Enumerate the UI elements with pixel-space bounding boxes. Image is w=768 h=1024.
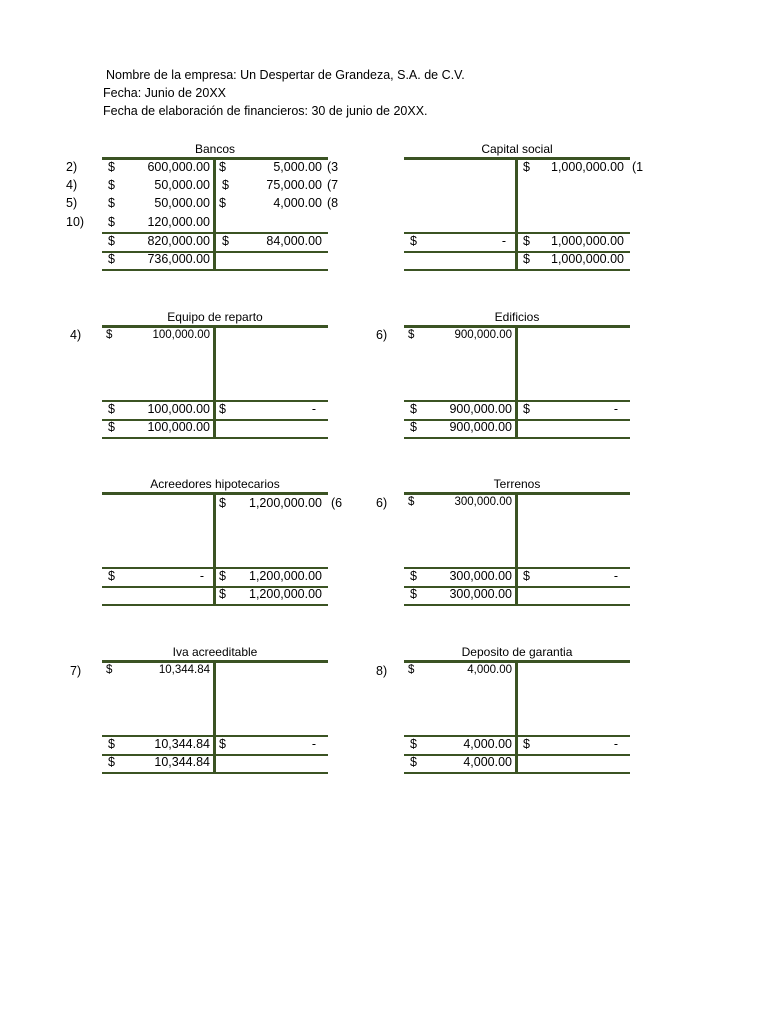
entry-ref: 6) (376, 328, 388, 342)
currency-sign: $ (410, 569, 417, 583)
entry-ref: (6 (331, 496, 343, 510)
entry-ref: 7) (70, 664, 82, 678)
currency-sign: $ (219, 160, 226, 174)
credit-amount: 75,000.00 (266, 178, 322, 192)
t-account-title: Iva acreeditable (172, 645, 258, 659)
currency-sign: $ (410, 420, 417, 434)
total-rule (102, 400, 328, 402)
currency-sign: $ (106, 664, 113, 676)
credit-amount: 4,000.00 (273, 196, 322, 210)
total-credit: - (613, 737, 618, 751)
currency-sign: $ (408, 329, 415, 341)
total-credit: 1,000,000.00 (551, 234, 624, 248)
currency-sign: $ (108, 420, 115, 434)
t-account-title: Bancos (194, 142, 236, 156)
currency-sign: $ (108, 737, 115, 751)
total-debit: 300,000.00 (449, 569, 512, 583)
financials-date: Fecha de elaboración de financieros: 30 de junio de 20XX. (103, 104, 428, 118)
t-account-edificios (404, 310, 630, 440)
total-debit: 900,000.00 (449, 402, 512, 416)
balance-amount: 1,200,000.00 (249, 587, 322, 601)
balance-amount: 736,000.00 (147, 252, 210, 266)
entry-ref: 6) (376, 496, 388, 510)
currency-sign: $ (108, 569, 115, 583)
currency-sign: $ (410, 234, 417, 248)
currency-sign: $ (523, 737, 530, 751)
t-account-bancos (102, 142, 328, 272)
total-credit: - (311, 737, 316, 751)
debit-amount: 900,000.00 (454, 329, 512, 341)
bottom-rule (102, 604, 328, 606)
entry-ref: (1 (632, 160, 644, 174)
total-rule (404, 735, 630, 737)
currency-sign: $ (523, 160, 530, 174)
entry-ref: 4) (66, 178, 78, 192)
total-credit: - (613, 569, 618, 583)
debit-amount: 4,000.00 (467, 664, 512, 676)
balance-rule (404, 754, 630, 756)
debit-amount: 300,000.00 (454, 496, 512, 508)
balance-amount: 4,000.00 (463, 755, 512, 769)
currency-sign: $ (106, 329, 113, 341)
currency-sign: $ (219, 496, 226, 510)
currency-sign: $ (408, 496, 415, 508)
report-date: Fecha: Junio de 20XX (103, 86, 226, 100)
currency-sign: $ (523, 252, 530, 266)
debit-amount: 600,000.00 (147, 160, 210, 174)
total-debit: 10,344.84 (154, 737, 210, 751)
entry-ref: (3 (327, 160, 339, 174)
balance-rule (404, 586, 630, 588)
entry-ref: 5) (66, 196, 78, 210)
balance-rule (102, 251, 328, 253)
currency-sign: $ (408, 664, 415, 676)
total-debit: 100,000.00 (147, 402, 210, 416)
total-credit: 84,000.00 (266, 234, 322, 248)
currency-sign: $ (108, 234, 115, 248)
currency-sign: $ (219, 587, 226, 601)
balance-amount: 100,000.00 (147, 420, 210, 434)
t-account-title: Deposito de garantia (461, 645, 573, 659)
t-account-title: Capital social (481, 142, 553, 156)
bottom-rule (102, 269, 328, 271)
balance-amount: 1,000,000.00 (551, 252, 624, 266)
total-debit: 4,000.00 (463, 737, 512, 751)
balance-rule (102, 754, 328, 756)
currency-sign: $ (410, 737, 417, 751)
currency-sign: $ (222, 234, 229, 248)
bottom-rule (404, 269, 630, 271)
t-account-acreedores-hipotecarios (102, 477, 328, 607)
balance-rule (102, 419, 328, 421)
t-account-title: Acreedores hipotecarios (150, 477, 280, 491)
balance-rule (404, 419, 630, 421)
bottom-rule (102, 437, 328, 439)
currency-sign: $ (523, 569, 530, 583)
credit-amount: 1,200,000.00 (249, 496, 322, 510)
bottom-rule (404, 604, 630, 606)
company-name: Nombre de la empresa: Un Despertar de Grandeza, S.A. de C.V. (106, 68, 465, 82)
t-account-terrenos (404, 477, 630, 607)
t-account-equipo-reparto (102, 310, 328, 440)
t-account-title: Terrenos (493, 477, 541, 491)
debit-amount: 50,000.00 (154, 196, 210, 210)
total-credit: - (613, 402, 618, 416)
currency-sign: $ (523, 234, 530, 248)
currency-sign: $ (219, 402, 226, 416)
currency-sign: $ (219, 569, 226, 583)
bottom-rule (404, 437, 630, 439)
bottom-rule (404, 772, 630, 774)
debit-amount: 100,000.00 (152, 329, 210, 341)
total-debit: - (501, 234, 506, 248)
currency-sign: $ (108, 178, 115, 192)
currency-sign: $ (108, 160, 115, 174)
currency-sign: $ (523, 402, 530, 416)
currency-sign: $ (219, 737, 226, 751)
entry-ref: 8) (376, 664, 388, 678)
balance-amount: 900,000.00 (449, 420, 512, 434)
entry-ref: 2) (66, 160, 78, 174)
currency-sign: $ (108, 402, 115, 416)
bottom-rule (102, 772, 328, 774)
total-rule (404, 567, 630, 569)
entry-ref: (8 (327, 196, 339, 210)
entry-ref: 10) (66, 215, 85, 229)
credit-amount: 5,000.00 (273, 160, 322, 174)
total-debit: - (199, 569, 204, 583)
t-account-capital-social (404, 142, 630, 272)
t-account-deposito-garantia (404, 645, 630, 775)
debit-amount: 10,344.84 (158, 664, 210, 676)
t-account-title: Equipo de reparto (167, 310, 263, 324)
currency-sign: $ (410, 755, 417, 769)
t-account-iva-acreeditable (102, 645, 328, 775)
t-account-title: Edificios (494, 310, 540, 324)
total-rule (102, 735, 328, 737)
entry-ref: 4) (70, 328, 82, 342)
total-credit: - (311, 402, 316, 416)
currency-sign: $ (108, 215, 115, 229)
total-credit: 1,200,000.00 (249, 569, 322, 583)
currency-sign: $ (410, 402, 417, 416)
currency-sign: $ (222, 178, 229, 192)
currency-sign: $ (108, 252, 115, 266)
currency-sign: $ (108, 755, 115, 769)
balance-amount: 10,344.84 (154, 755, 210, 769)
currency-sign: $ (219, 196, 226, 210)
entry-ref: (7 (327, 178, 339, 192)
total-debit: 820,000.00 (147, 234, 210, 248)
currency-sign: $ (410, 587, 417, 601)
balance-amount: 300,000.00 (449, 587, 512, 601)
debit-amount: 50,000.00 (154, 178, 210, 192)
debit-amount: 120,000.00 (147, 215, 210, 229)
credit-amount: 1,000,000.00 (551, 160, 624, 174)
currency-sign: $ (108, 196, 115, 210)
total-rule (404, 400, 630, 402)
